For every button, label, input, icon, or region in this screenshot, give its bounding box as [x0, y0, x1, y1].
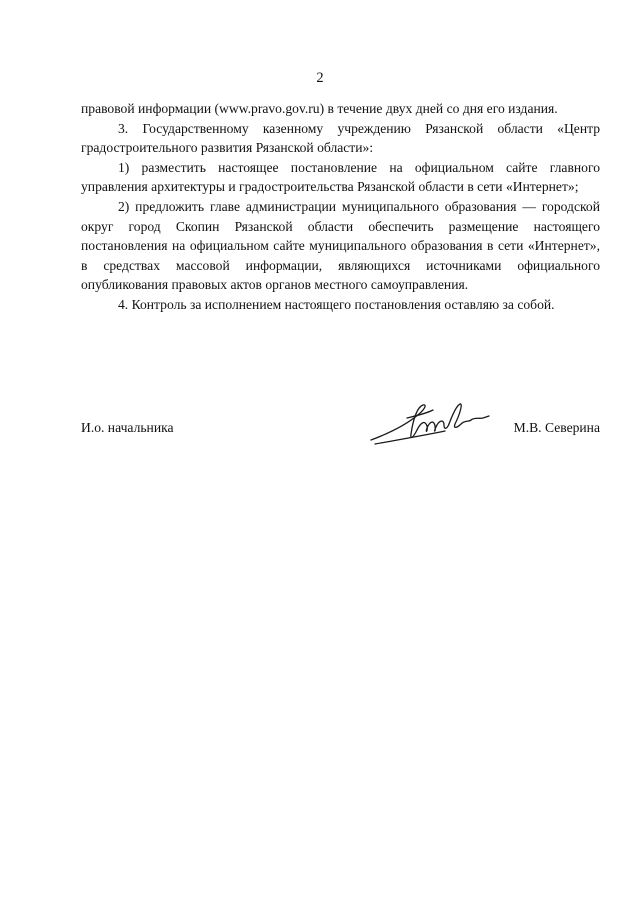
paragraph-item-3: 3. Государственному казенному учреждению Рязанской области «Центр градостроительного развития Рязанской области»: — [81, 120, 600, 156]
signature-block — [81, 418, 600, 448]
signatory-name: М.В. Северина — [513, 420, 600, 435]
paragraph-item-4: 4. Контроль за исполнением настоящего постановления оставляю за собой. — [118, 296, 555, 312]
signatory-position: И.о. начальника — [81, 420, 174, 435]
page-number: 2 — [316, 70, 324, 86]
paragraph-subitem-2: 2) предложить главе администрации муниципального образования — городской округ город Скопин Рязанской области обеспечить размещение настоящего постановления на официальном сайте муниципального образования в сети «Интернет», в средствах массовой информации, являющихся источниками официального опубликования правовых актов органов местного самоуправления. — [81, 198, 600, 293]
document-body — [81, 99, 600, 315]
handwritten-signature — [367, 400, 517, 448]
paragraph-continuation: правовой информации (www.pravo.gov.ru) в течение двух дней со дня его издания. — [81, 101, 558, 116]
paragraph-subitem-1: 1) разместить настоящее постановление на официальном сайте главного управления архитектуры и градостроительства Рязанской области в сети «Интернет»; — [81, 159, 600, 195]
